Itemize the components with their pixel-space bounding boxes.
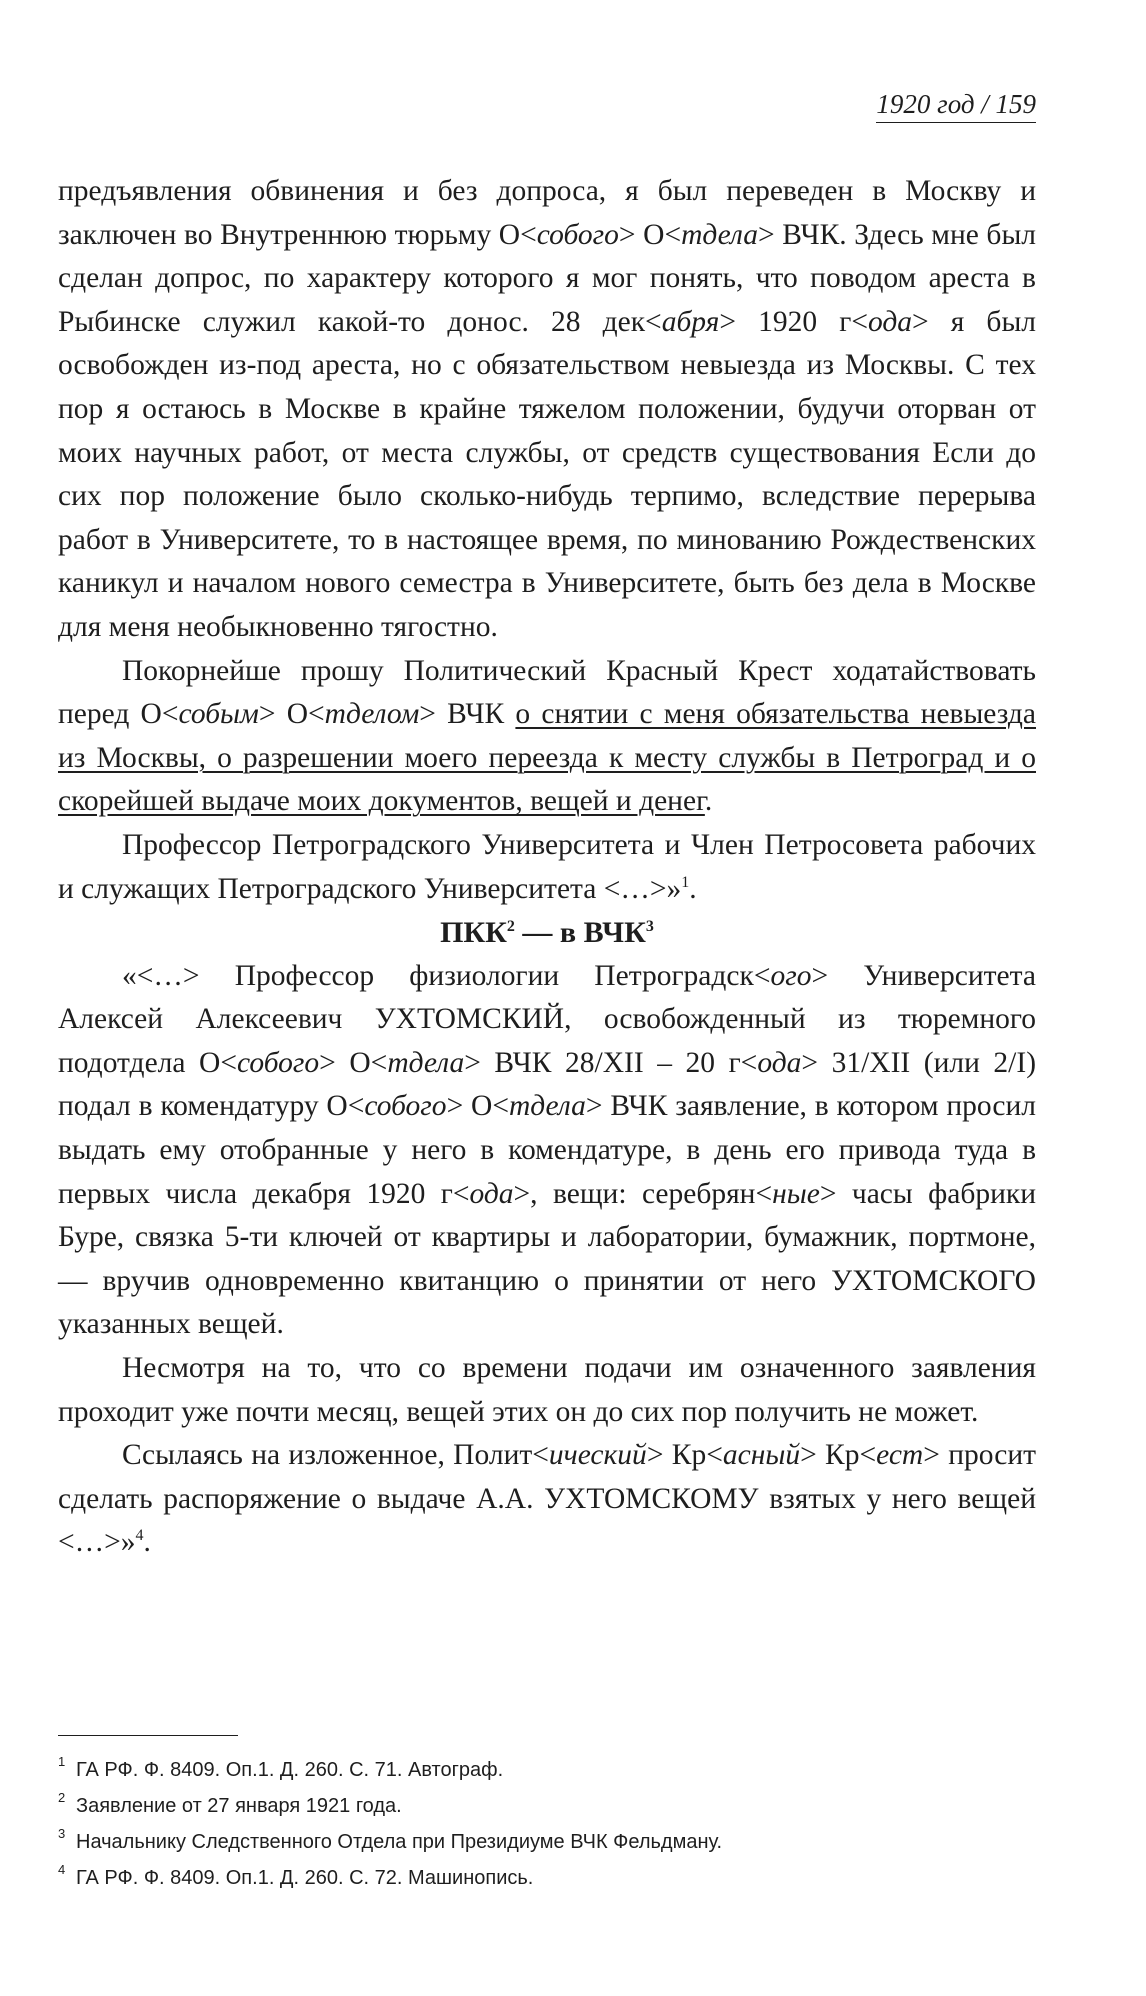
editorial-insertion: тдела bbox=[681, 218, 759, 251]
editorial-insertion: ода bbox=[867, 305, 913, 338]
footnotes bbox=[58, 1752, 1036, 1896]
text-run: > О< bbox=[258, 698, 325, 731]
editorial-insertion: собого bbox=[364, 1090, 447, 1123]
running-header: 1920 год / 159 bbox=[876, 88, 1036, 123]
text-run: > О< bbox=[319, 1046, 388, 1079]
text-run: > просит сделать распоряжение о выдаче А.А. УХТОМСКОМУ взятых у него вещей <…>» bbox=[58, 1439, 1037, 1559]
text-run: Покорнейше прошу Политический Красный Крест ходатайствовать перед О< bbox=[58, 654, 1036, 731]
editorial-insertion: ест bbox=[876, 1439, 924, 1472]
text-run: > часы фабрики Буре, связка 5-ти ключей от квартиры и лаборатории, бумажник, портмоне, — вручив одновременно квитанцию о принятии от него УХТОМСКОГО указанных вещей. bbox=[58, 1177, 1037, 1341]
text-run: >, вещи: серебрян< bbox=[513, 1177, 773, 1210]
text-run: > ВЧК bbox=[419, 698, 516, 731]
footnote-2 bbox=[58, 1788, 1036, 1824]
footnote-text: Начальнику Следственного Отдела при Президиуме ВЧК Фельдману. bbox=[76, 1831, 723, 1853]
paragraph-month-passed bbox=[58, 1347, 1036, 1434]
underlined-request: о снятии с меня обязательства невыезда из Москвы, о разрешении моего переезда к месту службы в Петроград и о скорейшей выдаче моих документов, вещей и денег bbox=[58, 698, 1036, 818]
text-run: > Университета Алексей Алексеевич УХТОМСКИЙ, освобожденный из тюремного подотдела О< bbox=[58, 959, 1036, 1079]
editorial-insertion: собого bbox=[236, 1046, 320, 1079]
text-run: Профессор Петроградского Университета и Член Петросовета рабочих и служащих Петроградского Университета <…>» bbox=[58, 828, 1036, 905]
editorial-insertion: собого bbox=[536, 218, 619, 251]
footnote-ref: 2 bbox=[506, 918, 515, 936]
text-run: > я был освобожден из-под ареста, но с обязательством невыезда из Москвы. С тех пор я остаюсь в Москве в крайне тяжелом положении, будучи оторван от моих научных работ, от места службы, от средств существования Если до сих пор положение было сколько-нибудь терпимо, вследствие перерыва работ в Университете, то в настоящее время, по минованию Рождественских каникул и началом нового семестра в Университете, быть без дела в Москве для меня необыкновенно тягостно. bbox=[58, 305, 1036, 643]
book-page bbox=[58, 0, 1036, 1996]
footnote-number: 2 bbox=[58, 1790, 66, 1805]
footnote-text: Заявление от 27 января 1921 года. bbox=[76, 1795, 402, 1817]
footnote-ref: 4 bbox=[135, 1527, 144, 1545]
text-run: > Кр< bbox=[646, 1439, 723, 1472]
footnote-1 bbox=[58, 1752, 1036, 1788]
footnote-text: ГА РФ. Ф. 8409. Оп.1. Д. 260. С. 71. Автограф. bbox=[76, 1759, 504, 1781]
footnote-text: ГА РФ. Ф. 8409. Оп.1. Д. 260. С. 72. Машинопись. bbox=[76, 1867, 534, 1889]
text-run: . bbox=[704, 785, 713, 818]
editorial-insertion: ные bbox=[772, 1177, 820, 1210]
text-run: > 1920 г< bbox=[719, 305, 868, 338]
main-text bbox=[58, 170, 1036, 1565]
text-run: > О< bbox=[618, 218, 682, 251]
text-run: «<…> Профессор физиологии Петроградск< bbox=[122, 959, 771, 992]
heading-text: — в ВЧК bbox=[514, 916, 646, 950]
editorial-insertion: тделом bbox=[324, 698, 420, 731]
text-run: Несмотря на то, что со времени подачи им означенного заявления проходит уже почти месяц, вещей этих он до сих пор получить не может. bbox=[58, 1352, 1036, 1428]
editorial-insertion: абря bbox=[661, 305, 720, 338]
text-run: > ВЧК 28/XII – 20 г< bbox=[464, 1046, 758, 1079]
text-run: > ВЧК. Здесь мне был сделан допрос, по характеру которого я мог понять, что поводом ареста в Рыбинске служил какой-то донос. 28 дек< bbox=[58, 218, 1036, 338]
editorial-insertion: ого bbox=[770, 959, 812, 992]
editorial-insertion: ода bbox=[757, 1046, 802, 1079]
text-run: > О< bbox=[446, 1090, 509, 1123]
text-run: > Кр< bbox=[800, 1439, 877, 1472]
heading-text: ПКК bbox=[440, 916, 507, 950]
paragraph-letter-continuation bbox=[58, 170, 1036, 650]
footnote-ref: 3 bbox=[645, 918, 654, 936]
editorial-insertion: тдела bbox=[387, 1046, 465, 1079]
footnote-number: 4 bbox=[58, 1862, 66, 1877]
editorial-insertion: ода bbox=[469, 1177, 514, 1210]
footnote-4 bbox=[58, 1860, 1036, 1896]
footnote-divider bbox=[58, 1735, 238, 1736]
footnote-number: 1 bbox=[58, 1754, 66, 1769]
editorial-insertion: асный bbox=[722, 1439, 801, 1472]
editorial-insertion: собым bbox=[178, 698, 259, 731]
paragraph-pkk-letter bbox=[58, 955, 1036, 1347]
paragraph-request bbox=[58, 650, 1036, 824]
footnote-ref: 1 bbox=[681, 873, 690, 891]
footnote-3 bbox=[58, 1824, 1036, 1860]
text-run: > ВЧК заявление, в котором просил выдать ему отобранные у него в комендатуре, в день его привода туда в первых числа декабря 1920 г< bbox=[58, 1090, 1037, 1210]
paragraph-closing-request: Ссылаясь на изложенное, Полит<ический> Кр<асный> Кр<ест> просит сделать распоряжение о выдаче А.А. УХТОМСКОМУ взятых у него вещей <…>»$^4$. bbox=[58, 1439, 1037, 1559]
editorial-insertion: ический bbox=[548, 1439, 647, 1472]
footnote-number: 3 bbox=[58, 1826, 66, 1841]
paragraph-signature: Профессор Петроградского Университета и Член Петросовета рабочих и служащих Петроградского Университета <…>»$^1$. bbox=[58, 828, 1036, 905]
section-heading bbox=[58, 911, 1036, 955]
text-run: предъявления обвинения и без допроса, я был переведен в Москву и заключен во Внутреннюю тюрьму О< bbox=[58, 175, 1036, 251]
text-run: Ссылаясь на изложенное, Полит< bbox=[122, 1439, 549, 1472]
editorial-insertion: тдела bbox=[508, 1090, 586, 1123]
text-run: > 31/XII (или 2/I) подал в комендатуру О< bbox=[58, 1046, 1037, 1123]
